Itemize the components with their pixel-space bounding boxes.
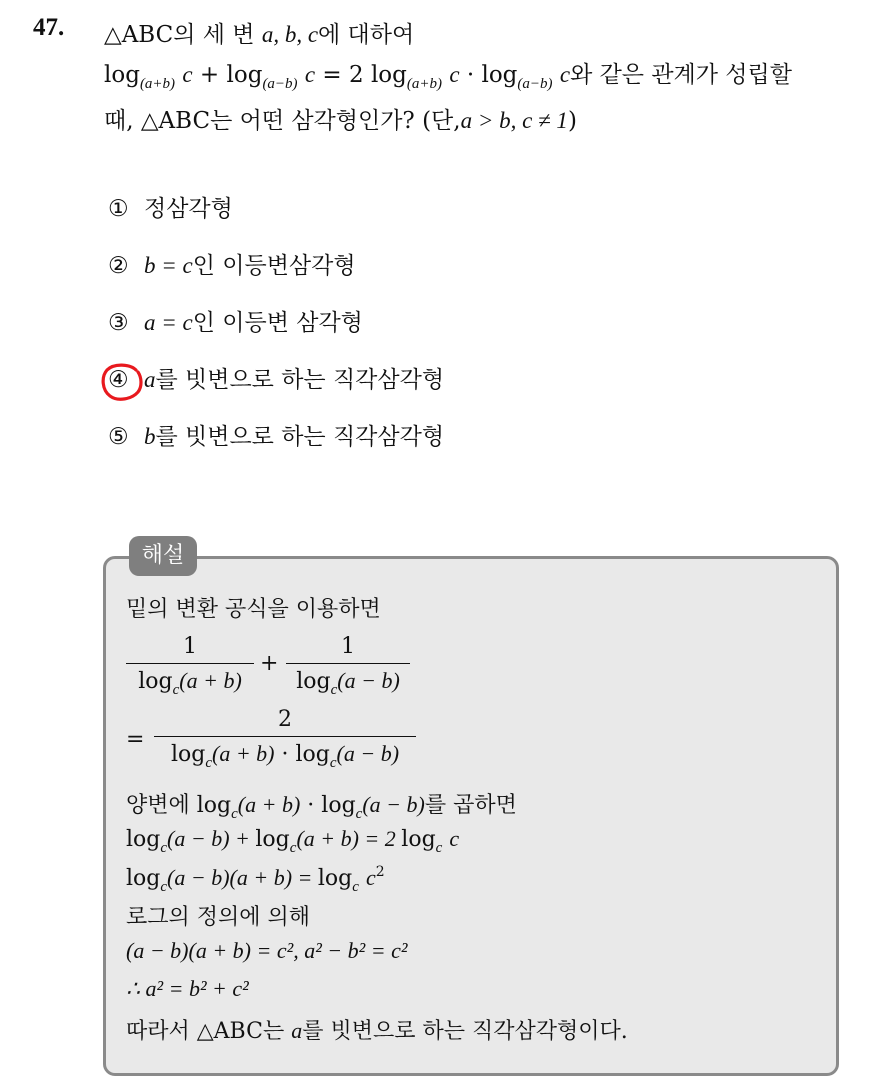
equals-sign: =: [126, 727, 145, 752]
var: c: [559, 62, 571, 87]
choice-text: 를 빗변으로 하는 직각삼각형: [155, 424, 445, 450]
choice-text: 인 이등변삼각형: [192, 253, 356, 279]
choice-5[interactable]: [108, 421, 444, 453]
log: log: [370, 62, 407, 88]
solution-line-definition: 로그의 정의에 의해: [126, 905, 311, 930]
text: ): [567, 108, 577, 134]
choice-text: 정삼각형: [144, 196, 233, 222]
log: log: [226, 62, 263, 88]
log: log: [104, 62, 140, 88]
solution-tab: 해설: [129, 536, 197, 576]
log: log: [481, 62, 518, 88]
var: c: [182, 62, 193, 87]
solution-conclusion: 따라서 △ABC는 a를 빗변으로 하는 직각삼각형이다.: [126, 1018, 628, 1044]
choice-number: ①: [108, 196, 129, 222]
question-line-1: [104, 16, 414, 49]
var: a = c: [144, 310, 193, 335]
choice-number: ③: [108, 310, 129, 336]
text: 때, △ABC는 어떤 삼각형인가? (단,: [104, 108, 461, 134]
choice-number: ④: [108, 367, 129, 393]
choice-text: 인 이등변 삼각형: [192, 310, 363, 336]
choice-2[interactable]: [108, 250, 356, 282]
var: b: [144, 424, 156, 449]
fraction-3: [154, 707, 416, 772]
fraction-2: [286, 634, 410, 699]
log-base: (a+b): [139, 76, 176, 92]
log-base: (a−b): [517, 76, 553, 92]
denominator: $\log_c(a - b)$: [296, 668, 400, 698]
log-base: (a−b): [262, 76, 298, 92]
numerator: 1: [341, 634, 355, 659]
condition: a > b, c ≠ 1: [460, 108, 568, 133]
solution-equation-3: (a − b)(a + b) = c², a² − b² = c²: [126, 938, 408, 963]
choice-4[interactable]: [108, 364, 444, 396]
solution-line-multiply: 양변에 $\log_c(a + b) \cdot \log_c(a - b)$를 곱하면: [126, 792, 517, 822]
text: △ABC의 세 변: [104, 22, 262, 48]
op: = 2: [315, 62, 371, 88]
var: a: [144, 367, 156, 392]
choice-3[interactable]: [108, 307, 363, 339]
choice-text: 를 빗변으로 하는 직각삼각형: [155, 367, 445, 393]
numerator: 2: [278, 707, 292, 732]
text: 와 같은 관계가 성립할: [570, 62, 792, 88]
solution-equation-4: ∴ a² = b² + c²: [126, 976, 249, 1001]
choice-1[interactable]: [108, 193, 233, 225]
plus-sign: +: [260, 651, 279, 676]
log-base: (a+b): [406, 76, 442, 92]
solution-line-1: 밑의 변환 공식을 이용하면: [126, 597, 381, 622]
var: b = c: [144, 253, 193, 278]
fraction-1: [126, 634, 254, 699]
question-line-3: [104, 102, 577, 135]
op: +: [192, 62, 227, 88]
denominator: $\log_c(a + b) \cdot \log_c(a - b)$: [170, 741, 400, 771]
numerator: 1: [183, 634, 197, 659]
var: a, b, c: [261, 22, 319, 47]
choice-number: ⑤: [108, 424, 129, 450]
question-number: 47.: [33, 14, 65, 41]
var: c: [304, 62, 316, 87]
var: c: [449, 62, 460, 87]
choice-number: ②: [108, 253, 129, 279]
text: 에 대하여: [318, 22, 415, 48]
denominator: $\log_c(a + b)$: [138, 668, 242, 698]
op: ·: [459, 62, 482, 88]
solution-equation-2: $\log_c(a - b)(a + b) = \log_c c^2$: [126, 864, 385, 895]
solution-equation-1: $\log_c(a - b) + \log_c(a + b) = 2$ $\log_c c$: [126, 826, 460, 856]
question-line-2: [104, 56, 792, 93]
